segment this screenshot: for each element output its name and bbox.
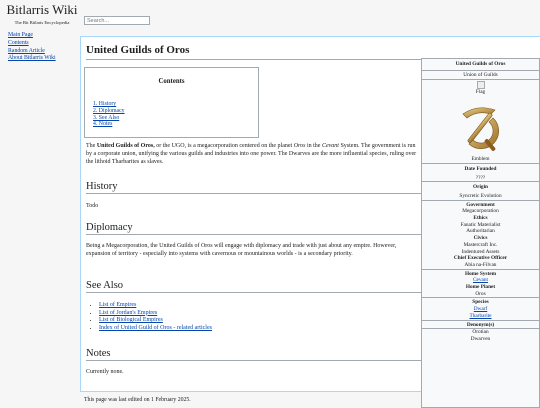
home-system-label: Home System bbox=[464, 270, 497, 277]
species-link-dwarf[interactable]: Dwarf bbox=[473, 306, 488, 313]
ethics-label: Ethics bbox=[473, 215, 488, 222]
footer-last-edited: This page was last edited on 1 February 2025. bbox=[84, 397, 191, 403]
history-text bbox=[86, 203, 421, 211]
home-planet-label: Home Planet bbox=[465, 284, 496, 291]
search-input[interactable] bbox=[84, 16, 150, 25]
infobox-title: United Guilds of Oros bbox=[455, 61, 506, 67]
site-tagline: The Bit Bitlaris Encyclopedia bbox=[14, 20, 70, 25]
demonym-value: Orotian bbox=[472, 329, 489, 336]
toc-item-notes[interactable]: 4. Notes bbox=[93, 121, 113, 128]
notes-text bbox=[86, 369, 421, 377]
sidebar-item-random-article[interactable]: Random Article bbox=[8, 47, 45, 54]
toc-item-history[interactable]: 1. History bbox=[93, 101, 117, 107]
civics-value: Indentured Assets bbox=[461, 248, 500, 255]
heading-diplomacy: Diplomacy bbox=[86, 221, 421, 235]
intro-text: or the UGO, is a megacorporation centered on the planet bbox=[154, 143, 294, 149]
intro-paragraph bbox=[86, 143, 421, 167]
sidebar-item-main-page[interactable]: Main Page bbox=[8, 32, 33, 38]
infobox bbox=[421, 58, 540, 408]
site-title: Bitlarris Wiki bbox=[6, 2, 78, 17]
species-link-tharbarite[interactable]: Tharbarite bbox=[469, 312, 492, 319]
intro-text: in the bbox=[305, 143, 322, 149]
emblem-icon bbox=[455, 100, 507, 156]
origin-label: Origin bbox=[472, 184, 488, 191]
civics-value: Mastercraft Inc. bbox=[463, 241, 498, 248]
origin-value: Syncretic Evolution bbox=[459, 192, 502, 199]
heading-notes: Notes bbox=[86, 347, 421, 361]
flag-icon bbox=[477, 81, 485, 89]
intro-text: System. The government is run by a corporate union, unifying the various guilds and industries into one power. The Dwarves are the more influential species, ruling over the lithoid Tharbarites as slaves. bbox=[86, 143, 417, 165]
flag-caption: Flag bbox=[475, 89, 486, 96]
demonym-label: Denonym(s) bbox=[466, 321, 495, 328]
emblem-caption: Emblem bbox=[471, 156, 490, 163]
notes-paragraph: Currently none. bbox=[86, 369, 124, 375]
intro-planet: Oros bbox=[293, 143, 306, 149]
intro-system: Cevant bbox=[321, 143, 339, 149]
link-ugo-index[interactable]: Index of United Guild of Oros - related articles bbox=[99, 324, 212, 331]
date-founded-label: Date Founded bbox=[464, 165, 497, 172]
heading-history: History bbox=[86, 180, 421, 194]
intro-text: The bbox=[86, 143, 97, 149]
government-value: Megacorporation bbox=[462, 208, 499, 215]
infobox-subtitle: Union of Guilds bbox=[463, 71, 498, 78]
heading-see-also: See Also bbox=[86, 279, 421, 293]
home-system-link[interactable]: Cevant bbox=[472, 277, 488, 284]
toc-title: Contents bbox=[158, 78, 185, 85]
toc-item-see-also[interactable]: 3. See Also bbox=[93, 114, 120, 121]
sidebar-item-contents[interactable]: Contents bbox=[8, 39, 29, 46]
ceo-label: Chief Executive Officer bbox=[453, 255, 508, 262]
link-jordans-empires[interactable]: List of Jordan's Empires bbox=[99, 309, 158, 316]
government-label: Government bbox=[466, 201, 495, 208]
sidebar-nav bbox=[8, 32, 56, 63]
ethics-value: Authoritarian bbox=[466, 228, 495, 235]
civics-label: Civics bbox=[473, 235, 488, 242]
sidebar-item-about[interactable]: About Bitlarris Wiki bbox=[8, 55, 56, 62]
link-list-of-empires[interactable]: List of Empires bbox=[99, 302, 137, 308]
ceo-value: Abia na-Filvan bbox=[464, 261, 497, 268]
site-logo[interactable] bbox=[0, 2, 84, 27]
history-paragraph: Todo bbox=[86, 203, 99, 209]
diplomacy-paragraph: Being a Megacorporation, the United Guilds of Oros will engage with diplomacy and trade with just about any empire. However, expansion of territory - especially into systems with cavernous or mountainous worlds - is a secondary priority. bbox=[86, 243, 397, 257]
toc-item-diplomacy[interactable]: 2. Diplomacy bbox=[93, 107, 125, 114]
table-of-contents bbox=[84, 67, 259, 138]
demonym-value: Dwarven bbox=[470, 335, 491, 342]
date-founded-value: ???? bbox=[475, 174, 486, 181]
see-also-list bbox=[86, 302, 421, 332]
diplomacy-text bbox=[86, 243, 421, 259]
species-label: Species bbox=[472, 299, 489, 306]
link-biological-empires[interactable]: List of Biological Empires bbox=[99, 317, 163, 324]
ethics-value: Fanatic Materialist bbox=[460, 221, 501, 228]
intro-bold: United Guilds of Oros, bbox=[96, 143, 155, 149]
home-planet-value: Oros bbox=[475, 290, 486, 297]
page-title: United Guilds of Oros bbox=[86, 43, 540, 60]
